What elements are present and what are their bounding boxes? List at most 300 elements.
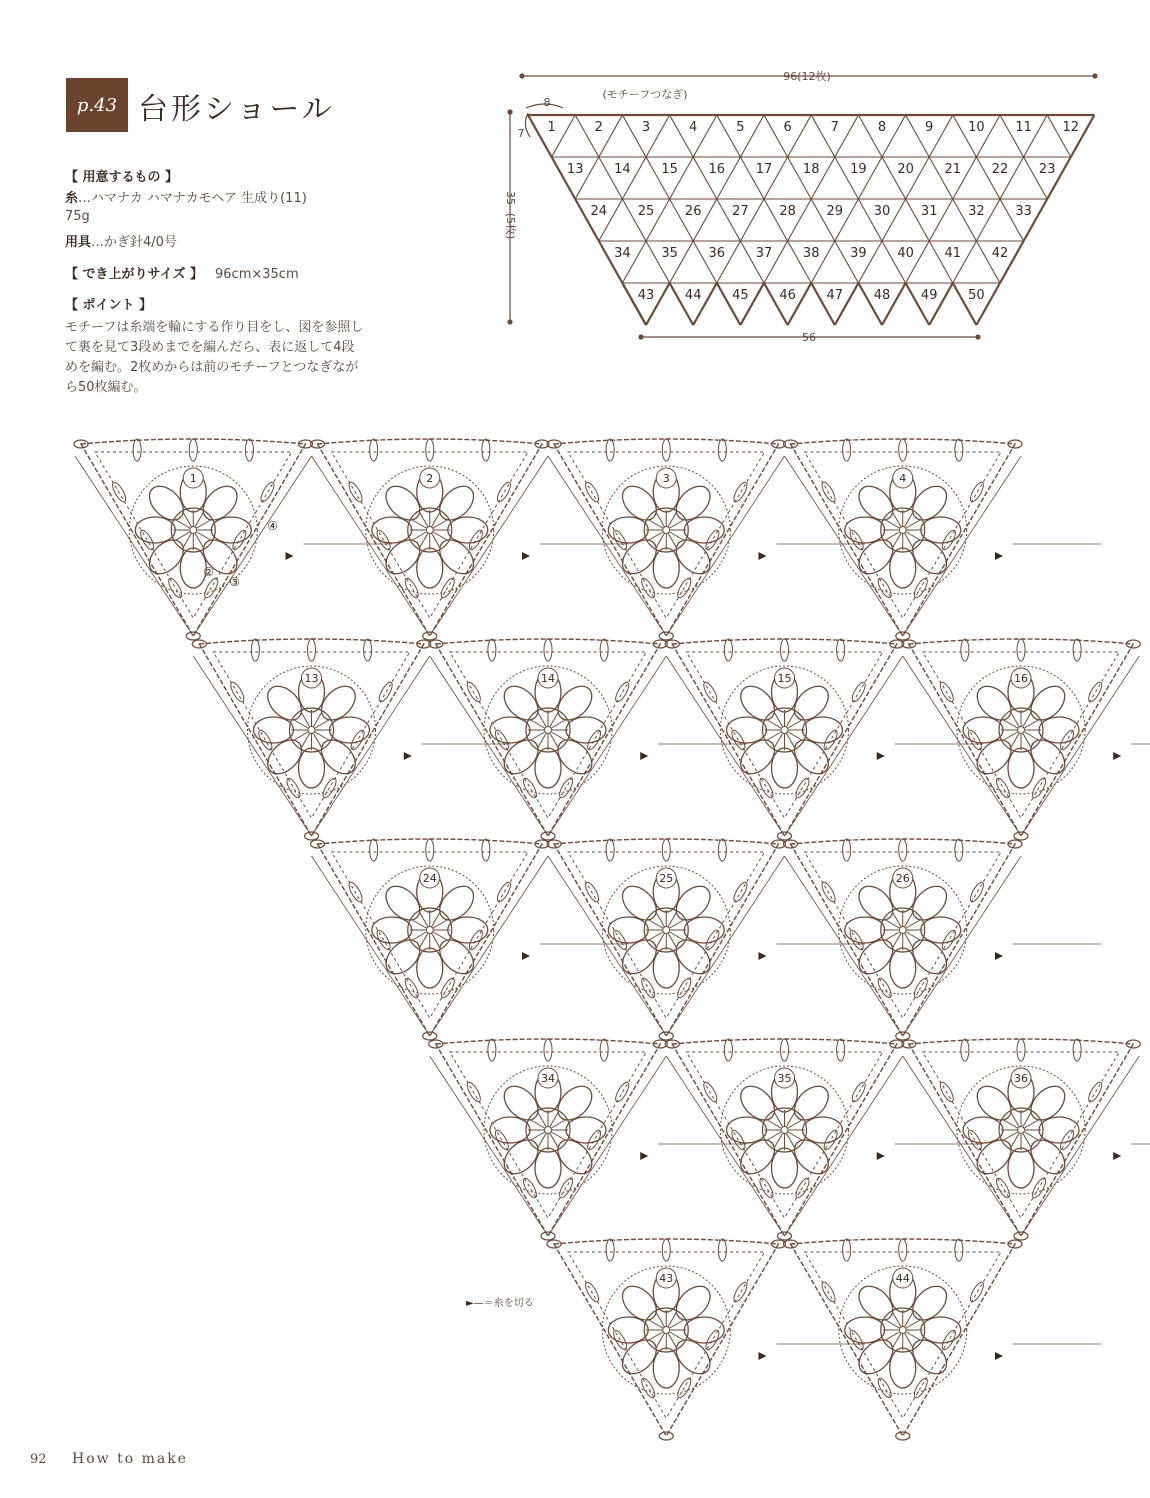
join-line <box>430 856 548 1036</box>
motif-number: 6 <box>783 119 792 135</box>
petal <box>1039 717 1079 743</box>
leaf-stitch <box>757 1176 775 1199</box>
motif-number: 22 <box>991 161 1009 177</box>
leaf-stitch <box>718 1239 726 1261</box>
petal <box>890 548 916 588</box>
motif-number: 25 <box>637 203 655 219</box>
leaf-stitch <box>968 880 986 903</box>
motif-number: 44 <box>895 1272 910 1285</box>
magic-ring <box>1018 727 1025 734</box>
leaf-stitch <box>961 1039 969 1061</box>
motif-number: 47 <box>826 287 844 303</box>
leaf-stitch <box>258 480 276 503</box>
join-line <box>548 1056 666 1236</box>
leaf-stitch <box>521 776 539 799</box>
join-line <box>75 456 193 636</box>
leaf-stitch <box>703 1328 721 1351</box>
petal <box>135 517 175 543</box>
yarn-text: …ハマナカ ハマナカモヘア 生成り(11) <box>78 191 307 206</box>
materials-heading: 【 用意するもの 】 <box>65 170 179 185</box>
motif-16 <box>902 639 1150 840</box>
leaf-stitch <box>994 1176 1012 1199</box>
leaf-stitch <box>495 880 513 903</box>
footer-section: How to make <box>72 1451 188 1467</box>
leaf-stitch <box>349 728 367 751</box>
motif-15 <box>665 639 983 840</box>
motif-26 <box>784 839 1102 1040</box>
leaf-stitch <box>482 439 490 461</box>
join-line <box>1021 656 1139 836</box>
motif-number: 45 <box>732 287 749 303</box>
leaf-stitch <box>495 480 513 503</box>
motif-35 <box>665 1039 983 1240</box>
motif-number: 44 <box>684 287 702 303</box>
cut-yarn-arrow-icon <box>286 552 294 560</box>
petal <box>921 1317 961 1343</box>
leaf-stitch <box>308 639 316 661</box>
petal <box>727 1117 767 1143</box>
motif-number: 21 <box>944 161 962 177</box>
join-line <box>1021 1056 1139 1236</box>
leaf-stitch <box>189 439 197 461</box>
yarn-label: 糸 <box>65 191 79 206</box>
leaf-stitch <box>955 839 963 861</box>
height-label: 35 <box>504 191 517 205</box>
leaf-stitch <box>940 528 958 551</box>
cut-yarn-arrow-icon <box>759 952 767 960</box>
motif-number: 50 <box>968 287 985 303</box>
motif-number: 25 <box>659 872 674 885</box>
leaf-stitch <box>606 839 614 861</box>
petal <box>417 948 443 988</box>
join-line <box>785 456 903 636</box>
magic-ring <box>781 727 788 734</box>
motif-3 <box>547 439 865 640</box>
magic-ring <box>663 927 670 934</box>
petal <box>963 717 1003 743</box>
motif-number: 23 <box>1038 161 1056 177</box>
motif-43 <box>547 1239 865 1440</box>
cut-yarn-arrow-icon <box>995 952 1003 960</box>
leaf-stitch <box>426 839 434 861</box>
leaf-stitch <box>1017 1039 1025 1061</box>
motif-number: 2 <box>594 119 603 135</box>
join-line <box>430 456 548 636</box>
leaf-stitch <box>850 680 868 703</box>
top-width-label: 96(12枚) <box>783 70 831 83</box>
leaf-stitch <box>639 576 657 599</box>
cut-yarn-arrow-icon <box>640 1152 648 1160</box>
leaf-stitch <box>1073 1039 1081 1061</box>
cut-yarn-arrow-icon <box>877 1152 885 1160</box>
motif-number: 34 <box>541 1072 555 1085</box>
page-reference-badge: p.43 <box>66 78 128 132</box>
motif-number: 34 <box>614 245 631 261</box>
magic-ring <box>426 527 433 534</box>
join-line <box>193 456 311 636</box>
point-heading: 【 ポイント 】 <box>65 298 153 313</box>
leaf-stitch <box>133 439 141 461</box>
leaf-stitch <box>837 639 845 661</box>
leaf-stitch <box>731 880 749 903</box>
petal <box>535 748 561 788</box>
leaf-stitch <box>703 528 721 551</box>
leaf-stitch <box>940 928 958 951</box>
leaf-stitch <box>1086 680 1104 703</box>
petal <box>299 748 325 788</box>
joining-note: (モチーフつなぎ) <box>602 88 688 101</box>
motif-number: 26 <box>684 203 702 219</box>
magic-ring <box>663 527 670 534</box>
leaf-stitch <box>703 928 721 951</box>
motif-number: 48 <box>873 287 891 303</box>
leaf-stitch <box>1058 728 1076 751</box>
leaf-stitch <box>1073 639 1081 661</box>
petal <box>372 917 412 943</box>
leaf-stitch <box>251 639 259 661</box>
petal <box>803 717 843 743</box>
leaf-stitch <box>822 1128 840 1151</box>
leaf-stitch <box>467 528 485 551</box>
leaf-stitch <box>166 576 184 599</box>
join-line <box>312 656 430 836</box>
petal <box>330 717 370 743</box>
petal <box>845 1317 885 1343</box>
motif-number: 40 <box>897 245 914 261</box>
motif-number: 24 <box>590 203 608 219</box>
motif-number: 3 <box>662 472 670 485</box>
magic-ring <box>781 1127 788 1134</box>
join-line <box>312 456 430 636</box>
tool-label: 用具 <box>65 235 92 250</box>
cut-yarn-arrow-icon <box>759 1352 767 1360</box>
round-label: ④ <box>267 519 279 533</box>
leaf-stitch <box>521 1176 539 1199</box>
join-line <box>312 856 430 1036</box>
motif-number: 35 <box>661 245 678 261</box>
motif-number: 33 <box>1015 203 1032 219</box>
motif-number: 43 <box>637 287 655 303</box>
leaf-stitch <box>1058 1128 1076 1151</box>
motif-number: 41 <box>944 245 962 261</box>
leaf-stitch <box>876 1376 894 1399</box>
magic-ring <box>899 1327 906 1334</box>
leaf-stitch <box>961 639 969 661</box>
magic-ring <box>426 927 433 934</box>
petal <box>490 717 530 743</box>
leaf-stitch <box>230 528 248 551</box>
petal <box>608 517 648 543</box>
leaf-stitch <box>955 439 963 461</box>
motif-number: 38 <box>802 245 820 261</box>
magic-ring <box>1018 1127 1025 1134</box>
motif-13 <box>192 639 510 840</box>
magic-ring <box>190 527 197 534</box>
leaf-stitch <box>606 439 614 461</box>
pattern-title: 台形ショール <box>138 92 335 127</box>
leaf-stitch <box>467 928 485 951</box>
size-value: 96cm×35cm <box>215 267 299 282</box>
petal <box>653 1348 679 1388</box>
petal <box>921 517 961 543</box>
leaf-stitch <box>718 439 726 461</box>
motif-chart-layer <box>74 439 1150 1440</box>
leaf-stitch <box>488 1039 496 1061</box>
motif-number: 36 <box>708 245 726 261</box>
motif-number: 10 <box>968 119 985 135</box>
leaf-stitch <box>724 1039 732 1061</box>
petal <box>254 717 294 743</box>
motif-number: 16 <box>708 161 726 177</box>
motif-number: 7 <box>830 119 839 135</box>
motif-14 <box>429 639 747 840</box>
cut-yarn-arrow-icon <box>522 952 530 960</box>
motif-number: 27 <box>732 203 749 219</box>
motif-number: 13 <box>566 161 584 177</box>
leaf-stitch <box>662 439 670 461</box>
motif-number: 31 <box>920 203 938 219</box>
leaf-stitch <box>370 839 378 861</box>
leaf-stitch <box>837 1039 845 1061</box>
motif-number: 28 <box>779 203 796 219</box>
point-text: モチーフは糸端を輪にする作り目をし、図を参照して裏を見て3段めまでを編んだら、表に返して4段めを編む。2枚めからは前のモチーフとつなぎながら50枚編む。 <box>65 320 364 395</box>
leaf-stitch <box>606 1239 614 1261</box>
join-line <box>666 456 784 636</box>
cut-yarn-arrow-icon <box>995 552 1003 560</box>
cut-yarn-arrow-icon <box>877 752 885 760</box>
leaf-stitch <box>600 639 608 661</box>
magic-ring <box>663 1327 670 1334</box>
leaf-stitch <box>781 639 789 661</box>
petal <box>890 1348 916 1388</box>
motif-number: 14 <box>541 672 555 685</box>
cut-yarn-arrow-icon: ►— <box>466 1298 484 1309</box>
leaf-stitch <box>482 839 490 861</box>
leaf-stitch <box>822 728 840 751</box>
petal <box>772 1148 798 1188</box>
magic-ring <box>308 727 315 734</box>
join-line <box>666 1056 784 1236</box>
leaf-stitch <box>403 576 421 599</box>
join-line <box>666 656 784 836</box>
leaf-stitch <box>245 439 253 461</box>
petal <box>653 948 679 988</box>
motif-number: 3 <box>641 119 651 135</box>
petal <box>211 517 251 543</box>
leaf-stitch <box>377 680 395 703</box>
magic-ring <box>899 927 906 934</box>
leaf-stitch <box>403 976 421 999</box>
motif-25 <box>547 839 865 1040</box>
leaf-stitch <box>968 480 986 503</box>
motif-number: 26 <box>895 872 910 885</box>
motif-number: 20 <box>897 161 914 177</box>
motif-36 <box>902 1039 1150 1240</box>
leaf-stitch <box>955 1239 963 1261</box>
petal <box>566 717 606 743</box>
leaf-stitch <box>662 1239 670 1261</box>
cut-yarn-arrow-icon <box>404 752 412 760</box>
leaf-stitch <box>600 1039 608 1061</box>
motif-number: 4 <box>899 472 907 485</box>
motif-number: 49 <box>920 287 938 303</box>
motif-number: 1 <box>547 119 556 135</box>
motif-number: 18 <box>802 161 820 177</box>
petal <box>653 548 679 588</box>
leaf-stitch <box>613 1080 631 1103</box>
motif-number: 30 <box>873 203 891 219</box>
petal <box>727 717 767 743</box>
motif-number: 43 <box>659 1272 674 1285</box>
leaf-stitch <box>613 680 631 703</box>
petal <box>890 948 916 988</box>
petal <box>372 517 412 543</box>
leaf-stitch <box>899 1239 907 1261</box>
motif-number: 1 <box>189 472 197 485</box>
petal <box>845 917 885 943</box>
petal <box>921 917 961 943</box>
cut-yarn-arrow-icon <box>1113 752 1121 760</box>
leaf-stitch <box>757 776 775 799</box>
petal <box>566 1117 606 1143</box>
motif-number: 4 <box>689 119 698 135</box>
petal <box>684 517 724 543</box>
tool-text: …かぎ針4/0号 <box>91 235 177 250</box>
legend <box>466 1294 534 1309</box>
motif-number: 37 <box>755 245 773 261</box>
side-7-label: 7 <box>517 127 525 140</box>
leaf-stitch <box>1086 1080 1104 1103</box>
petal <box>845 517 885 543</box>
leaf-stitch <box>364 639 372 661</box>
leaf-stitch <box>899 839 907 861</box>
join-line <box>903 656 1021 836</box>
motif-number: 29 <box>826 203 844 219</box>
motif-number: 2 <box>426 472 434 485</box>
motif-number: 32 <box>968 203 985 219</box>
motif-24 <box>311 839 629 1040</box>
petal <box>608 1317 648 1343</box>
leaf-stitch <box>843 1239 851 1261</box>
petal <box>772 748 798 788</box>
motif-number: 35 <box>777 1072 792 1085</box>
magic-ring <box>899 527 906 534</box>
motif-number: 24 <box>422 872 437 885</box>
leaf-stitch <box>544 1039 552 1061</box>
magic-ring <box>545 727 552 734</box>
motif-number: 14 <box>614 161 631 177</box>
leaf-stitch <box>718 839 726 861</box>
legend-text: ＝糸を切る <box>483 1298 534 1309</box>
join-line <box>548 456 666 636</box>
petal <box>490 1117 530 1143</box>
join-line <box>548 856 666 1036</box>
petal <box>448 517 488 543</box>
motif-number: 42 <box>991 245 1009 261</box>
leaf-stitch <box>843 439 851 461</box>
join-line <box>548 656 666 836</box>
size-heading: 【 でき上がりサイズ 】 <box>65 267 204 282</box>
motif-number: 5 <box>736 119 745 135</box>
motif-number: 17 <box>755 161 773 177</box>
motif-number: 13 <box>304 672 319 685</box>
leaf-stitch <box>284 776 302 799</box>
join-line <box>430 656 548 836</box>
leaf-stitch <box>544 639 552 661</box>
leaf-stitch <box>876 976 894 999</box>
motif-number: 15 <box>661 161 678 177</box>
leaf-stitch <box>662 839 670 861</box>
round-label: ② <box>203 565 215 579</box>
join-line <box>903 456 1021 636</box>
motif-4 <box>784 439 1102 640</box>
motif-2 <box>311 439 629 640</box>
height-count-label: (5枚) <box>504 212 517 240</box>
join-line <box>193 656 311 836</box>
motif-number: 9 <box>925 119 934 135</box>
leaf-stitch <box>968 1280 986 1303</box>
join-line <box>430 1056 548 1236</box>
leaf-stitch <box>585 728 603 751</box>
cut-yarn-arrow-icon <box>522 552 530 560</box>
cut-yarn-arrow-icon <box>759 552 767 560</box>
page-number: 92 <box>30 1452 47 1467</box>
motif-number: 46 <box>779 287 796 303</box>
motif-number: 11 <box>1015 119 1032 135</box>
cut-yarn-arrow-icon <box>995 1352 1003 1360</box>
petal <box>803 1117 843 1143</box>
leaf-stitch <box>426 439 434 461</box>
petal <box>535 1148 561 1188</box>
leaf-stitch <box>940 1328 958 1351</box>
round-label: ③ <box>229 575 241 589</box>
petal <box>448 917 488 943</box>
join-line <box>903 1056 1021 1236</box>
motif-number: 19 <box>850 161 867 177</box>
cut-yarn-arrow-icon <box>1113 1152 1121 1160</box>
petal <box>963 1117 1003 1143</box>
motif-number: 36 <box>1014 1072 1028 1085</box>
motif-number: 12 <box>1062 119 1080 135</box>
leaf-stitch <box>843 839 851 861</box>
motif-44 <box>784 1239 1102 1440</box>
motif-1 <box>74 439 392 640</box>
petal <box>1039 1117 1079 1143</box>
motif-number: 15 <box>777 672 792 685</box>
petal <box>1008 748 1034 788</box>
leaf-stitch <box>488 639 496 661</box>
petal <box>684 1317 724 1343</box>
leaf-stitch <box>731 1280 749 1303</box>
join-line <box>785 856 903 1036</box>
leaf-stitch <box>876 576 894 599</box>
bottom-width-label: 56 <box>802 331 816 344</box>
motif-number: 39 <box>850 245 867 261</box>
petal <box>417 548 443 588</box>
cut-yarn-arrow-icon <box>640 752 648 760</box>
leaf-stitch <box>781 1039 789 1061</box>
picot <box>659 1432 673 1440</box>
motif-number: 8 <box>877 119 887 135</box>
leaf-stitch <box>1017 639 1025 661</box>
leaf-stitch <box>994 776 1012 799</box>
side-8-label: 8 <box>543 96 551 109</box>
leaf-stitch <box>370 439 378 461</box>
motif-number: 16 <box>1014 672 1028 685</box>
picot <box>896 1432 910 1440</box>
leaf-stitch <box>639 976 657 999</box>
petal <box>684 917 724 943</box>
